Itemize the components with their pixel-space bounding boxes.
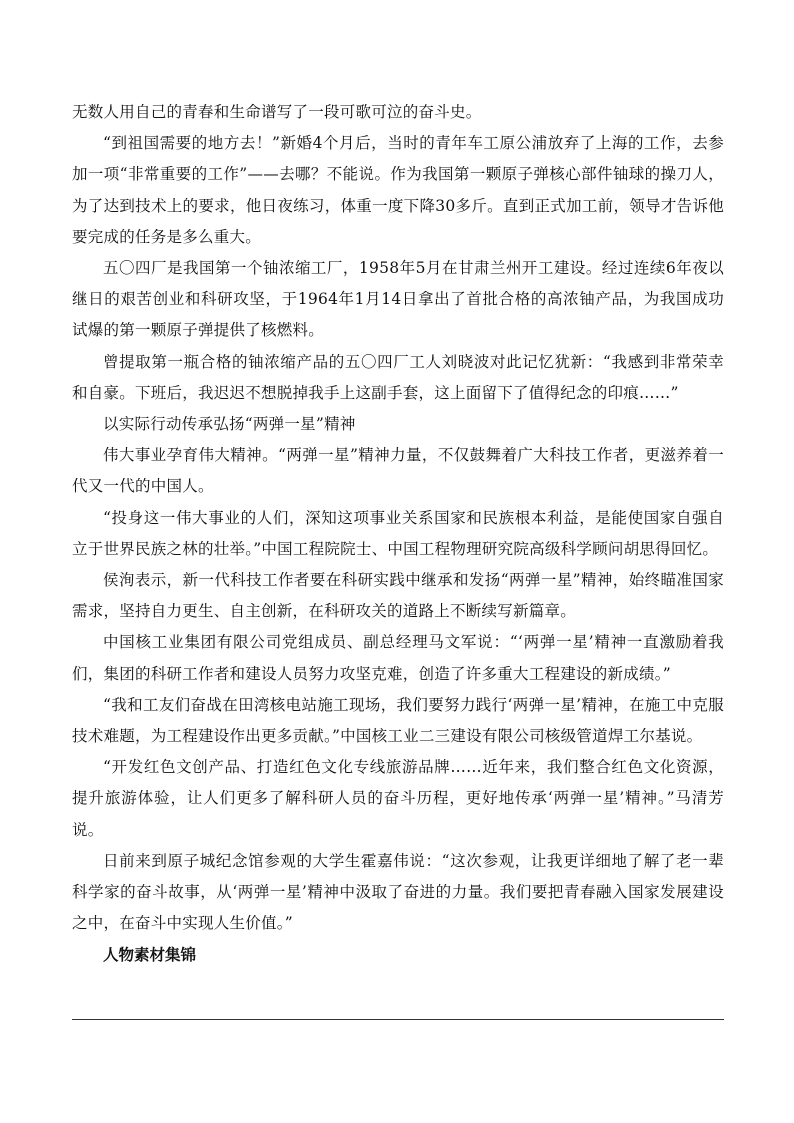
- document-body: [72, 97, 724, 970]
- paragraph: 五〇四厂是我国第一个铀浓缩工厂，1958年5月在甘肃兰州开工建设。经过连续6年夜以继日的艰苦创业和科研攻坚，于1964年1月14日拿出了首批合格的高浓铀产品，为我国成功试爆的第一颗原子弹提供了核燃料。: [72, 259, 724, 340]
- paragraph: 中国核工业集团有限公司党组成员、副总经理马文军说：“‘两弹一星’精神一直激励着我们，集团的科研工作者和建设人员努力攻坚克难，创造了许多重大工程建设的新成绩。”: [72, 633, 724, 683]
- section-heading: 人物素材集锦: [103, 945, 197, 965]
- paragraph: 伟大事业孕育伟大精神。“两弹一星”精神力量，不仅鼓舞着广大科技工作者，更滋养着一代又一代的中国人。: [72, 446, 724, 496]
- paragraph: 曾提取第一瓶合格的铀浓缩产品的五〇四厂工人刘晓波对此记忆犹新：“我感到非常荣幸和自豪。下班后，我迟迟不想脱掉我手上这副手套，这上面留下了值得纪念的印痕……”: [72, 352, 724, 402]
- subheading: 以实际行动传承弘扬“两弹一星”精神: [103, 415, 356, 434]
- paragraph: “开发红色文创产品、打造红色文化专线旅游品牌……近年来，我们整合红色文化资源，提升旅游体验，让人们更多了解科研人员的奋斗历程，更好地传承‘两弹一星’精神。”马清芳说。: [72, 758, 724, 839]
- paragraph: “到祖国需要的地方去！”新婚4个月后，当时的青年车工原公浦放弃了上海的工作，去参加一项“非常重要的工作”——去哪？不能说。作为我国第一颗原子弹核心部件铀球的操刀人，为了达到技术上的要求，他日夜练习，体重一度下降30多斤。直到正式加工前，领导才告诉他要完成的任务是多么重大。: [72, 134, 724, 246]
- paragraph: “投身这一伟大事业的人们，深知这项事业关系国家和民族根本利益，是能使国家自强自立于世界民族之林的壮举。”中国工程院院士、中国工程物理研究院高级科学顾问胡思得回忆。: [72, 508, 724, 558]
- section-divider: [72, 1019, 724, 1020]
- paragraph: 无数人用自己的青春和生命谱写了一段可歌可泣的奋斗史。: [72, 103, 482, 121]
- paragraph: 侯洵表示，新一代科技工作者要在科研实践中继承和发扬“两弹一星”精神，始终瞄准国家需求，坚持自力更生、自主创新，在科研攻关的道路上不断续写新篇章。: [72, 571, 724, 621]
- paragraph: “我和工友们奋战在田湾核电站施工现场，我们要努力践行‘两弹一星’精神，在施工中克服技术难题，为工程建设作出更多贡献。”中国核工业二三建设有限公司核级管道焊工尔基说。: [72, 695, 724, 746]
- paragraph: 日前来到原子城纪念馆参观的大学生霍嘉伟说：“这次参观，让我更详细地了解了老一辈科学家的奋斗故事，从‘两弹一星’精神中汲取了奋进的力量。我们要把青春融入国家发展建设之中，在奋斗中实现人生价值。”: [72, 851, 724, 933]
